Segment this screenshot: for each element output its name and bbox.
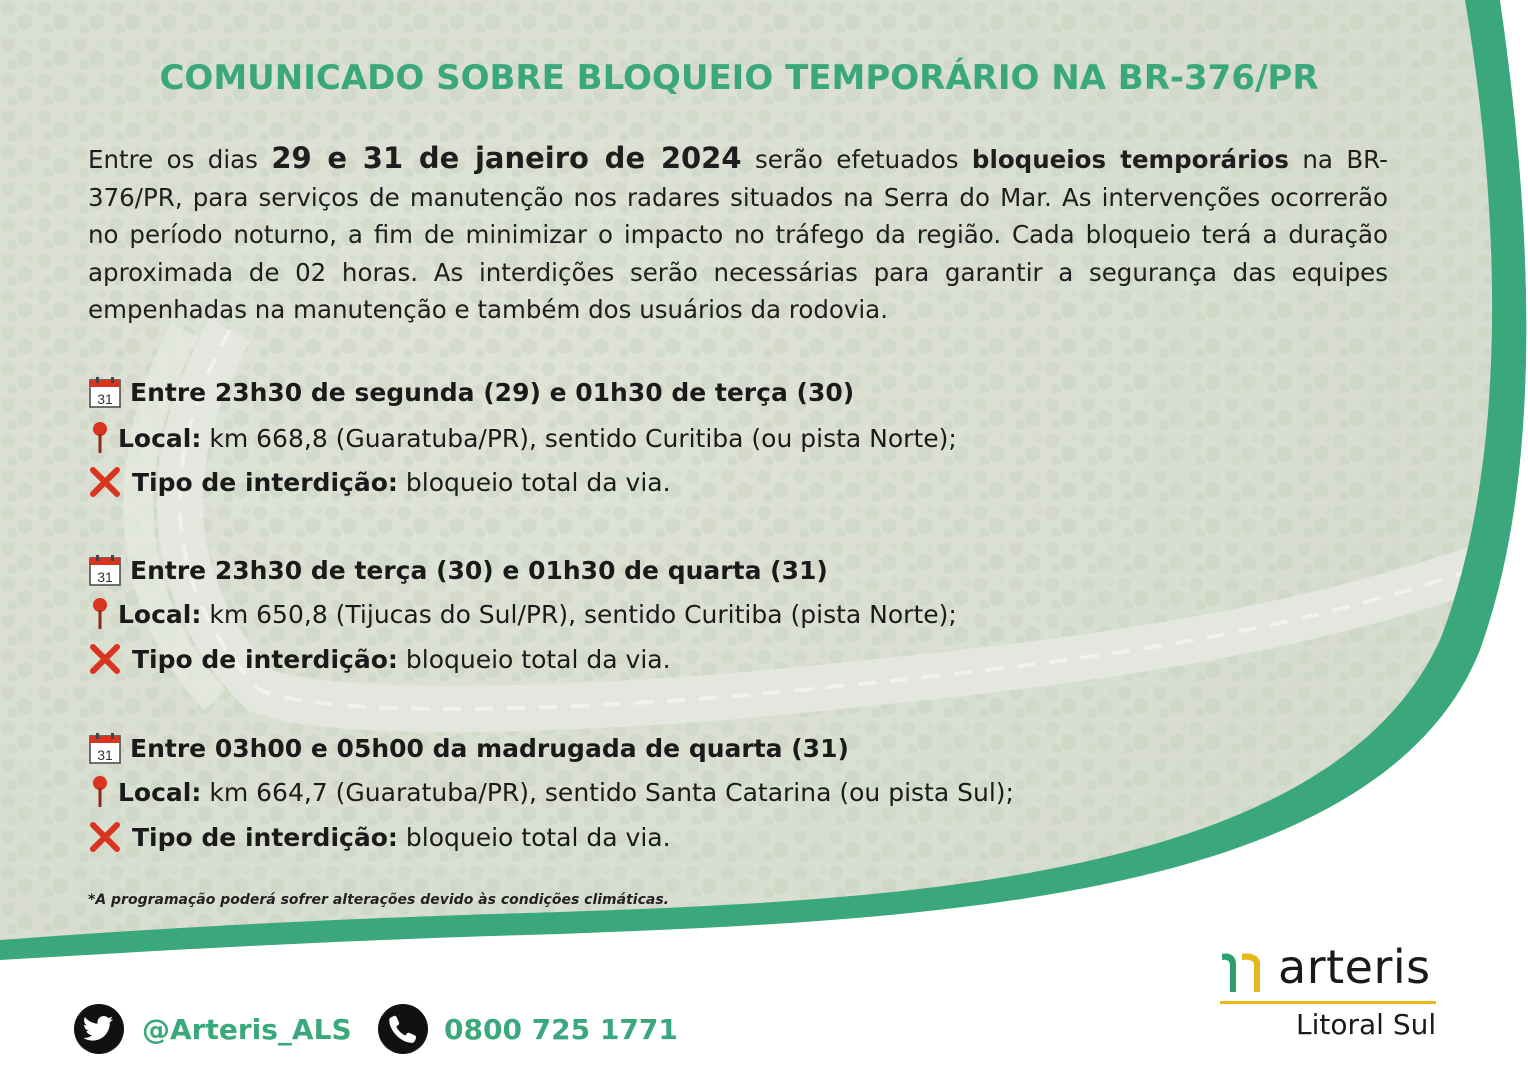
local-line (88, 594, 957, 634)
block-heading: Entre 23h30 de segunda (29) e 01h30 de terça (30) (130, 377, 855, 407)
calendar-number: 31 (97, 391, 113, 407)
pin-icon (88, 775, 112, 809)
logo-divider (1220, 1001, 1436, 1004)
calendar-number: 31 (97, 569, 113, 585)
arteris-logo-mark-icon (1220, 948, 1276, 998)
intro-bold-phrase: bloqueios temporários (971, 145, 1289, 174)
local-value: km 668,8 (Guaratuba/PR), sentido Curitiba (ou pista Norte); (209, 423, 957, 453)
intro-text-1: Entre os dias (88, 145, 272, 174)
disclaimer-note: *A programação poderá sofrer alterações devido às condições climáticas. (88, 892, 669, 908)
intro-text-2: serão efetuados (741, 145, 972, 174)
tipo-label: Tipo de interdição: (132, 822, 398, 852)
logo-wordmark: arteris (1278, 940, 1431, 994)
tipo-line (88, 817, 671, 857)
calendar-number: 31 (97, 747, 113, 763)
block-heading: Entre 03h00 e 05h00 da madrugada de quarta (31) (130, 733, 849, 763)
local-line (88, 772, 1014, 812)
twitter-handle: @Arteris_ALS (142, 1012, 352, 1046)
arteris-logo (1218, 940, 1440, 1054)
local-label: Local: (118, 423, 202, 453)
local-value: km 664,7 (Guaratuba/PR), sentido Santa Catarina (ou pista Sul); (209, 777, 1014, 807)
cross-icon (88, 642, 122, 676)
local-label: Local: (118, 599, 202, 629)
local-value: km 650,8 (Tijucas do Sul/PR), sentido Curitiba (pista Norte); (209, 599, 957, 629)
tipo-label: Tipo de interdição: (132, 644, 398, 674)
calendar-icon (88, 731, 122, 765)
tipo-line (88, 639, 671, 679)
intro-dates: 29 e 31 de janeiro de 2024 (271, 141, 742, 175)
tipo-value: bloqueio total da via. (405, 822, 671, 852)
phone-number: 0800 725 1771 (444, 1012, 678, 1046)
tipo-value: bloqueio total da via. (405, 467, 671, 497)
block-heading-line (88, 550, 828, 590)
twitter-icon (74, 1004, 124, 1054)
intro-paragraph (88, 140, 1388, 329)
phone-link[interactable] (378, 1004, 678, 1054)
twitter-link[interactable] (74, 1004, 352, 1054)
pin-icon (88, 421, 112, 455)
tipo-value: bloqueio total da via. (405, 644, 671, 674)
logo-subtitle: Litoral Sul (1296, 1008, 1437, 1041)
pin-icon (88, 597, 112, 631)
block-heading: Entre 23h30 de terça (30) e 01h30 de quarta (31) (130, 555, 828, 585)
block-heading-line (88, 372, 854, 412)
page-title: COMUNICADO SOBRE BLOQUEIO TEMPORÁRIO NA BR-376/PR (159, 58, 1319, 98)
calendar-icon (88, 553, 122, 587)
calendar-icon (88, 375, 122, 409)
tipo-line (88, 462, 671, 502)
cross-icon (88, 820, 122, 854)
local-line (88, 418, 957, 458)
phone-icon (378, 1004, 428, 1054)
local-label: Local: (118, 777, 202, 807)
block-heading-line (88, 728, 849, 768)
intro-text-3: na BR-376/PR, para serviços de manutenção nos radares situados na Serra do Mar. As intervenções ocorrerão no período noturno, a fim de minimizar o impacto no tráfego da região. Cada bloqueio terá a duração aproximada de 02 horas. As interdições serão necessárias para garantir a segurança das equipes empenhadas na manutenção e também dos usuários da rodovia. (88, 145, 1388, 324)
cross-icon (88, 465, 122, 499)
tipo-label: Tipo de interdição: (132, 467, 398, 497)
